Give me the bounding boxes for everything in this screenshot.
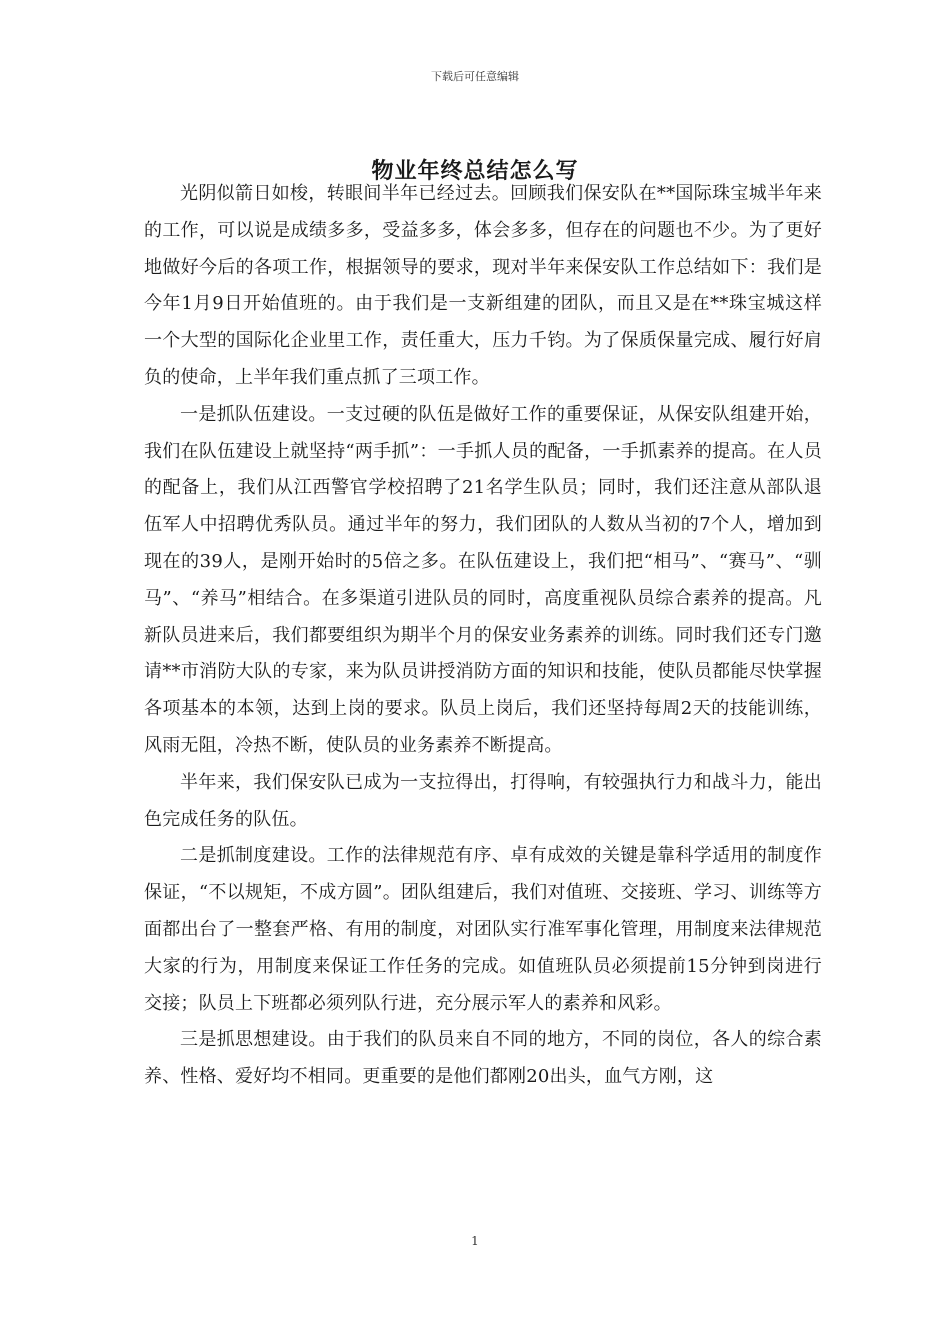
document-body <box>144 176 822 1096</box>
page-header: 下载后可任意编辑 <box>431 70 519 83</box>
document-title: 物业年终总结怎么写 <box>371 158 579 184</box>
paragraph-half-year-result: 半年来，我们保安队已成为一支拉得出，打得响，有较强执行力和战斗力，能出色完成任务的队伍。 <box>144 771 822 830</box>
paragraph-intro: 光阴似箭日如梭，转眼间半年已经过去。回顾我们保安队在**国际珠宝城半年来的工作，可以说是成绩多多，受益多多，体会多多，但存在的问题也不少。为了更好地做好今后的各项工作，根据领导的要求，现对半年来保安队工作总结如下：我们是今年1月9日开始值班的。由于我们是一支新组建的团队，而且又是在**珠宝城这样一个大型的国际化企业里工作，责任重大，压力千钧。为了保质保量完成、履行好肩负的使命，上半年我们重点抓了三项工作。 <box>144 183 822 388</box>
paragraph-team-building: 一是抓队伍建设。一支过硬的队伍是做好工作的重要保证，从保安队组建开始，我们在队伍建设上就坚持“两手抓”：一手抓人员的配备，一手抓素养的提高。在人员的配备上，我们从江西警官学校招聘了21名学生队员；同时，我们还注意从部队退伍军人中招聘优秀队员。通过半年的努力，我们团队的人数从当初的7个人，增加到现在的39人，是刚开始时的5倍之多。在队伍建设上，我们把“相马”、“赛马”、“驯马”、“养马”相结合。在多渠道引进队员的同时，高度重视队员综合素养的提高。凡新队员进来后，我们都要组织为期半个月的保安业务素养的训练。同时我们还专门邀请**市消防大队的专家，来为队员讲授消防方面的知识和技能，使队员都能尽快掌握各项基本的本领，达到上岗的要求。队员上岗后，我们还坚持每周2天的技能训练，风雨无阻，冷热不断，使队员的业务素养不断提高。 <box>144 403 822 756</box>
paragraph-system-building: 二是抓制度建设。工作的法律规范有序、卓有成效的关键是靠科学适用的制度作保证，“不以规矩，不成方圆”。团队组建后，我们对值班、交接班、学习、训练等方面都出台了一整套严格、有用的制度，对团队实行准军事化管理，用制度来法律规范大家的行为，用制度来保证工作任务的完成。如值班队员必须提前15分钟到岗进行交接；队员上下班都必须列队行进，充分展示军人的素养和风彩。 <box>144 845 822 1014</box>
page-number: 1 <box>471 1234 479 1248</box>
paragraph-thought-building: 三是抓思想建设。由于我们的队员来自不同的地方，不同的岗位，各人的综合素养、性格、爱好均不相同。更重要的是他们都刚20出头，血气方刚，这 <box>144 1029 822 1088</box>
